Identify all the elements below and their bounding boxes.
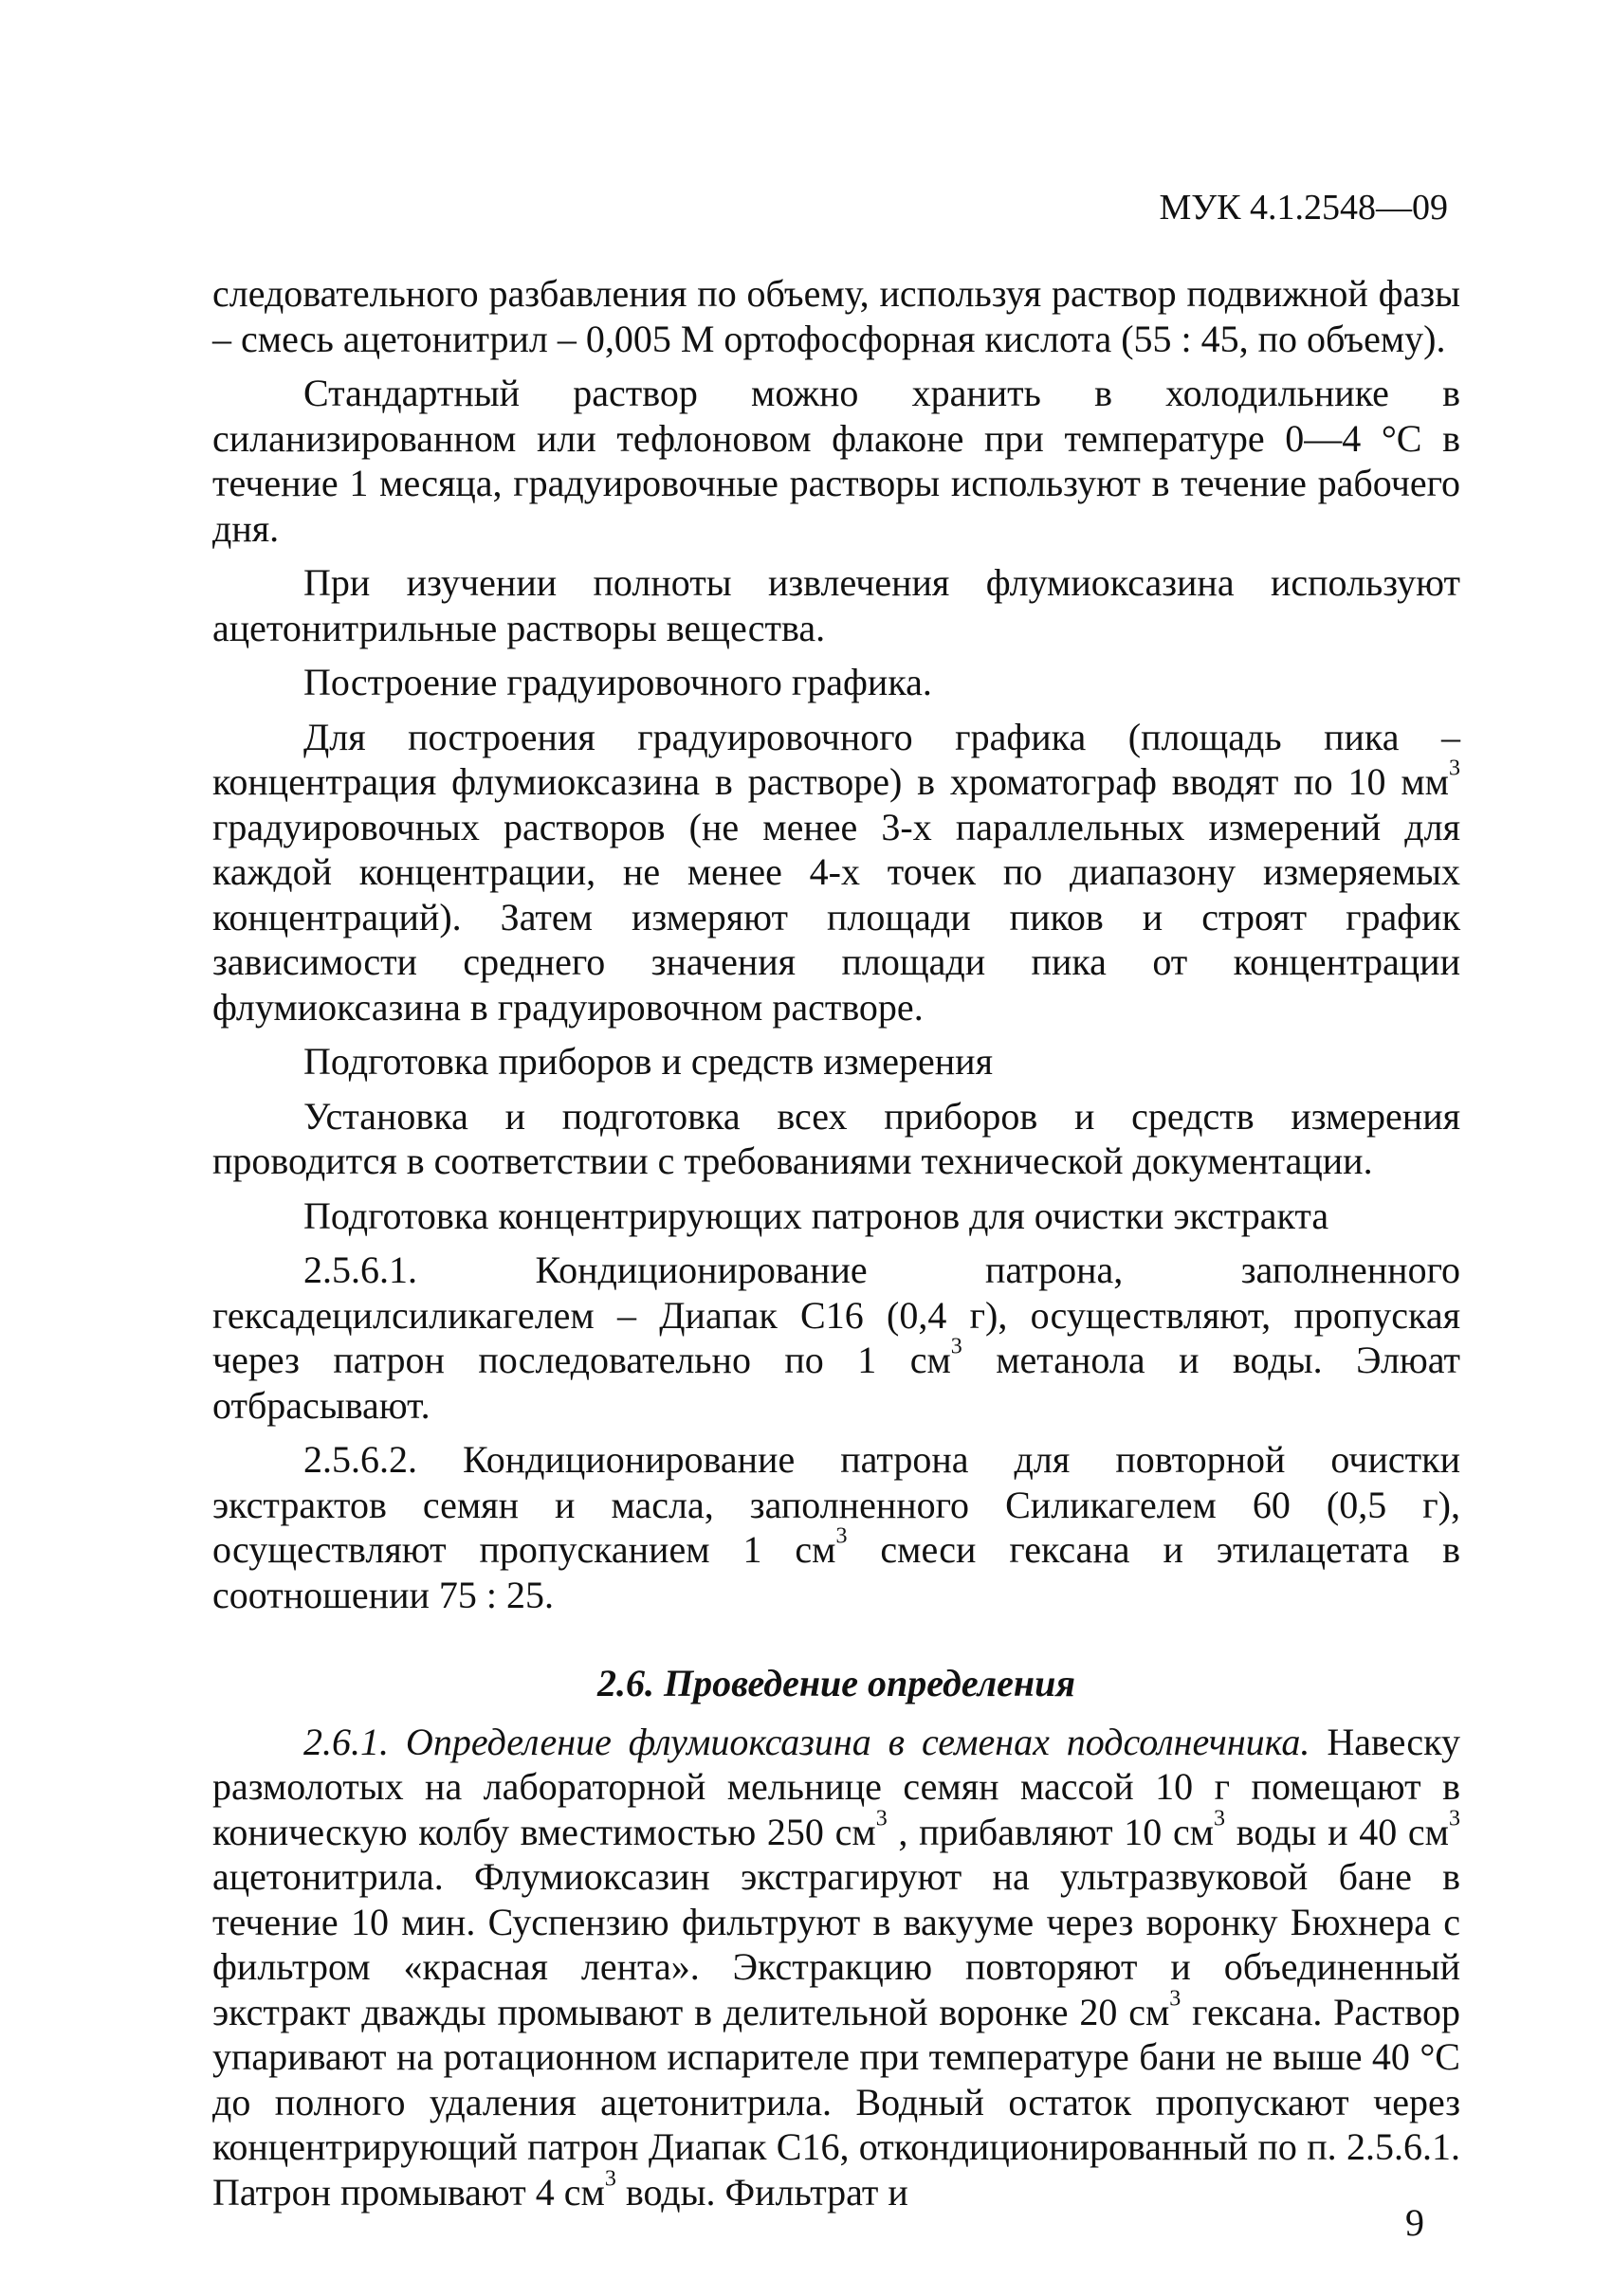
paragraph	[212, 271, 1460, 361]
superscript-exponent: 3	[1214, 1806, 1226, 1831]
intro-paragraphs	[212, 271, 1460, 1617]
text-run: 2.6.1. Определение флумиоксазина в семенах подсолнечника.	[303, 1720, 1310, 1763]
superscript-exponent: 3	[1449, 1806, 1460, 1831]
text-run: Подготовка приборов и средств измерения	[303, 1040, 993, 1083]
paragraph	[212, 1094, 1460, 1184]
paragraph	[212, 1437, 1460, 1617]
text-run: При изучении полноты извлечения флумиоксазина используют ацетонитрильные растворы вещества.	[212, 561, 1460, 649]
text-run: гексана. Раствор упаривают на ротационном испарителе при температуре бани не выше 40 °С до полного удаления ацетонитрила. Водный остаток пропускают через концентрирующий патрон Диапак С16, откондиционированный по п. 2.5.6.1. Патрон промывают 4 см	[212, 1990, 1460, 2214]
text-run: градуировочных растворов (не менее 3-х параллельных измерений для каждой концентрации, не менее 4-х точек по диапазону измеряемых концентраций). Затем измеряют площади пиков и строят график зависимости среднего значения площади пика от концентрации флумиоксазина в градуировочном растворе.	[212, 805, 1460, 1029]
text-run: Для построения градуировочного графика (площадь пика – концентрация флумиоксазина в растворе) в хроматограф вводят по 10 мм	[212, 715, 1460, 803]
text-run: воды и 40 см	[1225, 1810, 1449, 1853]
superscript-exponent: 3	[950, 1334, 962, 1359]
text-run: 2.5.6.2. Кондиционирование патрона для повторной очистки экстрактов семян и масла, заполненного Силикагелем 60 (0,5 г), осуществляют пропусканием 1 см	[212, 1438, 1460, 1571]
paragraph	[212, 1248, 1460, 1428]
document-body	[212, 271, 1460, 2214]
page-number: 9	[1405, 2201, 1424, 2244]
section-paragraphs	[212, 1720, 1460, 2215]
section-heading: 2.6. Проведение определения	[596, 1662, 1075, 1704]
paragraph	[212, 660, 1460, 705]
superscript-exponent: 3	[835, 1523, 848, 1549]
paragraph	[212, 1039, 1460, 1084]
text-run: ацетонитрила. Флумиоксазин экстрагируют на ультразвуковой бане в течение 10 мин. Суспензию фильтруют в вакууме через воронку Бюхнера с фильтром «красная лента». Экстракцию повторяют и объединенный экстракт дважды промывают в делительной воронке 20 см	[212, 1855, 1460, 2033]
text-run: воды. Фильтрат и	[615, 2170, 908, 2214]
text-run: Стандартный раствор можно хранить в холодильнике в силанизированном или тефлоновом флаконе при температуре 0—4 °С в течение 1 месяца, градуировочные растворы используют в течение рабочего дня.	[212, 372, 1460, 550]
paragraph	[212, 715, 1460, 1030]
text-run: 2.5.6.1. Кондиционирование патрона, заполненного гексадецилсиликагелем – Диапак С16 (0,4 г), осуществляют, пропуская через патрон последовательно по 1 см	[212, 1248, 1460, 1381]
superscript-exponent: 3	[875, 1806, 888, 1831]
text-run: смеси гексана и этилацетата в соотношении 75 : 25.	[212, 1528, 1460, 1616]
text-run: Установка и подготовка всех приборов и средств измерения проводится в соответствии с требованиями технической документации.	[212, 1094, 1460, 1182]
paragraph	[212, 560, 1460, 650]
superscript-exponent: 3	[1169, 1986, 1182, 2012]
superscript-exponent: 3	[1449, 756, 1460, 781]
text-run: , прибавляют 10 см	[887, 1810, 1215, 1853]
text-run: следовательного разбавления по объему, используя раствор подвижной фазы – смесь ацетонитрил – 0,005 М ортофосфорная кислота (55 : 45, по объему).	[212, 272, 1460, 360]
paragraph	[212, 371, 1460, 551]
paragraph	[212, 1720, 1460, 2215]
document-code-header: МУК 4.1.2548—09	[1159, 188, 1448, 228]
paragraph	[212, 1194, 1460, 1239]
text-run: Навеску размолотых на лабораторной мельнице семян массой 10 г помещают в коническую колбу вместимостью 250 см	[212, 1720, 1461, 1853]
text-run: Подготовка концентрирующих патронов для очистки экстракта	[303, 1194, 1329, 1237]
text-run: метанола и воды. Элюат отбрасывают.	[212, 1339, 1460, 1427]
superscript-exponent: 3	[604, 2166, 616, 2192]
text-run: Построение градуировочного графика.	[303, 661, 932, 703]
